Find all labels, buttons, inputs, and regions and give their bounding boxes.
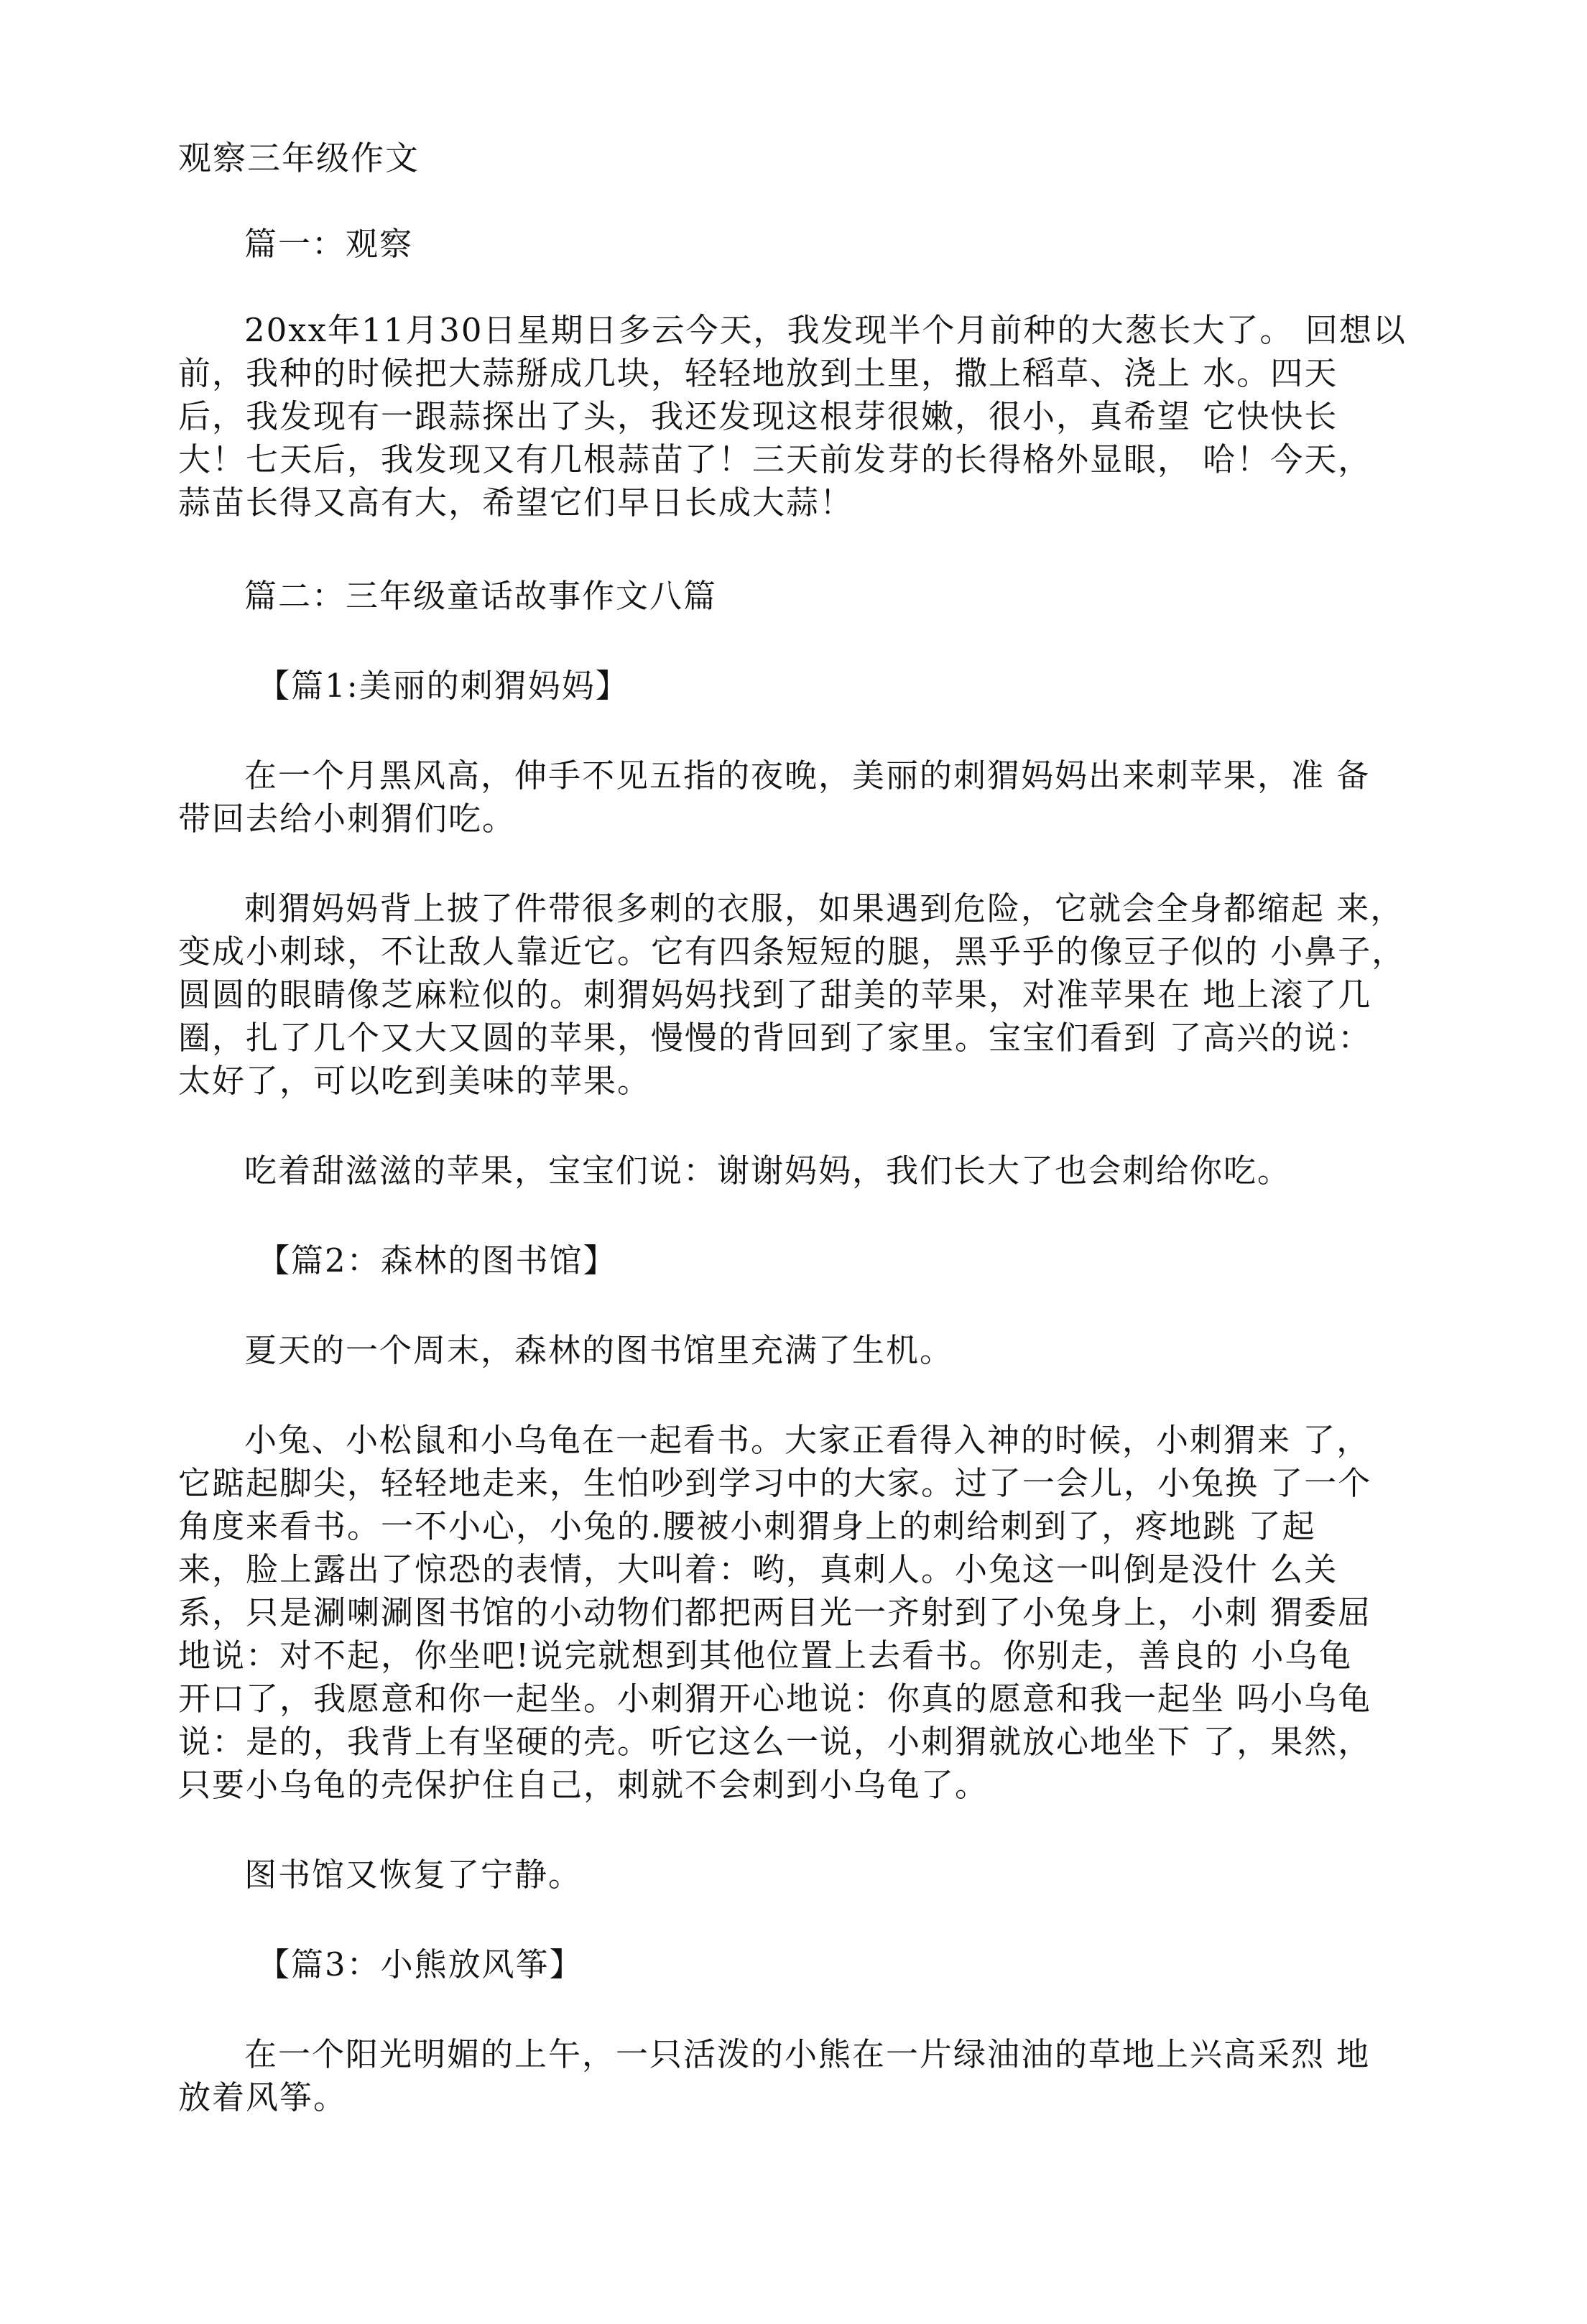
paragraph-line: 地说：对不起，你坐吧!说完就想到其他位置上去看书。你别走，善良的 小乌龟 [178,1636,1353,1675]
paragraph-line: 在一个月黑风高，伸手不见五指的夜晚，美丽的刺猬妈妈出来刺苹果，准 备 [244,756,1371,795]
paragraph-line: 小兔、小松鼠和小乌龟在一起看书。大家正看得入神的时候，小刺猬来 了， [244,1421,1371,1459]
story-title-1: 【篇1:美丽的刺猬妈妈】 [257,667,629,705]
section-heading-2: 篇二：三年级童话故事作文八篇 [244,577,718,615]
paragraph-line: 在一个阳光明媚的上午，一只活泼的小熊在一片绿油油的草地上兴高采烈 地 [244,2035,1371,2073]
section-heading-1: 篇一：观察 [244,225,414,263]
paragraph-line: 角度来看书。一不小心，小兔的.腰被小刺猬身上的刺给刺到了，疼地跳 了起 [178,1507,1316,1545]
paragraph-line: 后，我发现有一跟蒜探出了头，我还发现这根芽很嫩，很小，真希望 它快快长 [178,397,1338,435]
paragraph-line: 前，我种的时候把大蒜掰成几块，轻轻地放到土里，撒上稻草、浇上 水。四天 [178,354,1338,392]
paragraph-line: 开口了，我愿意和你一起坐。小刺猬开心地说：你真的愿意和我一起坐 吗小乌龟 [178,1680,1372,1718]
paragraph-line: 夏天的一个周末，森林的图书馆里充满了生机。 [244,1331,954,1369]
paragraph-line: 大！七天后，我发现又有几根蒜苗了！三天前发芽的长得格外显眼， 哈！今天， [178,440,1372,478]
paragraph-line: 吃着甜滋滋的苹果，宝宝们说：谢谢妈妈，我们长大了也会刺给你吃。 [244,1152,1292,1190]
paragraph-line: 圈，扎了几个又大又圆的苹果，慢慢的背回到了家里。宝宝们看到 了高兴的说： [178,1019,1372,1057]
paragraph-line: 太好了，可以吃到美味的苹果。 [178,1062,652,1100]
paragraph-line: 蒜苗长得又高有大，希望它们早日长成大蒜！ [178,483,854,522]
paragraph-line: 系，只是涮喇涮图书馆的小动物们都把两目光一齐射到了小兔身上，小刺 猬委屈 [178,1593,1372,1631]
document-title: 观察三年级作文 [178,139,420,177]
story-title-3: 【篇3：小熊放风筝】 [257,1945,583,1983]
paragraph-line: 20xx年11月30日星期日多云今天，我发现半个月前种的大葱长大了。 回想以 [244,311,1407,349]
paragraph-line: 带回去给小刺猬们吃。 [178,800,517,838]
paragraph-line: 只要小乌龟的壳保护住自己，刺就不会刺到小乌龟了。 [178,1766,989,1804]
paragraph-line: 变成小刺球，不让敌人靠近它。它有四条短短的腿，黑乎乎的像豆子似的 小鼻子， [178,932,1406,971]
paragraph-line: 刺猬妈妈背上披了件带很多刺的衣服，如果遇到危险，它就会全身都缩起 来， [244,889,1405,927]
story-title-2: 【篇2：森林的图书馆】 [257,1241,617,1279]
paragraph-line: 来，脸上露出了惊恐的表情，大叫着：哟，真刺人。小兔这一叫倒是没什 么关 [178,1550,1338,1588]
paragraph-line: 它踮起脚尖，轻轻地走来，生怕吵到学习中的大家。过了一会儿，小兔换 了一个 [178,1464,1372,1502]
paragraph-line: 说：是的，我背上有坚硬的壳。听它这么一说，小刺猬就放心地坐下 了，果然， [178,1723,1372,1761]
paragraph-line: 放着风筝。 [178,2078,348,2116]
paragraph-line: 图书馆又恢复了宁静。 [244,1856,583,1894]
paragraph-line: 圆圆的眼睛像芝麻粒似的。刺猬妈妈找到了甜美的苹果，对准苹果在 地上滚了几 [178,976,1372,1014]
